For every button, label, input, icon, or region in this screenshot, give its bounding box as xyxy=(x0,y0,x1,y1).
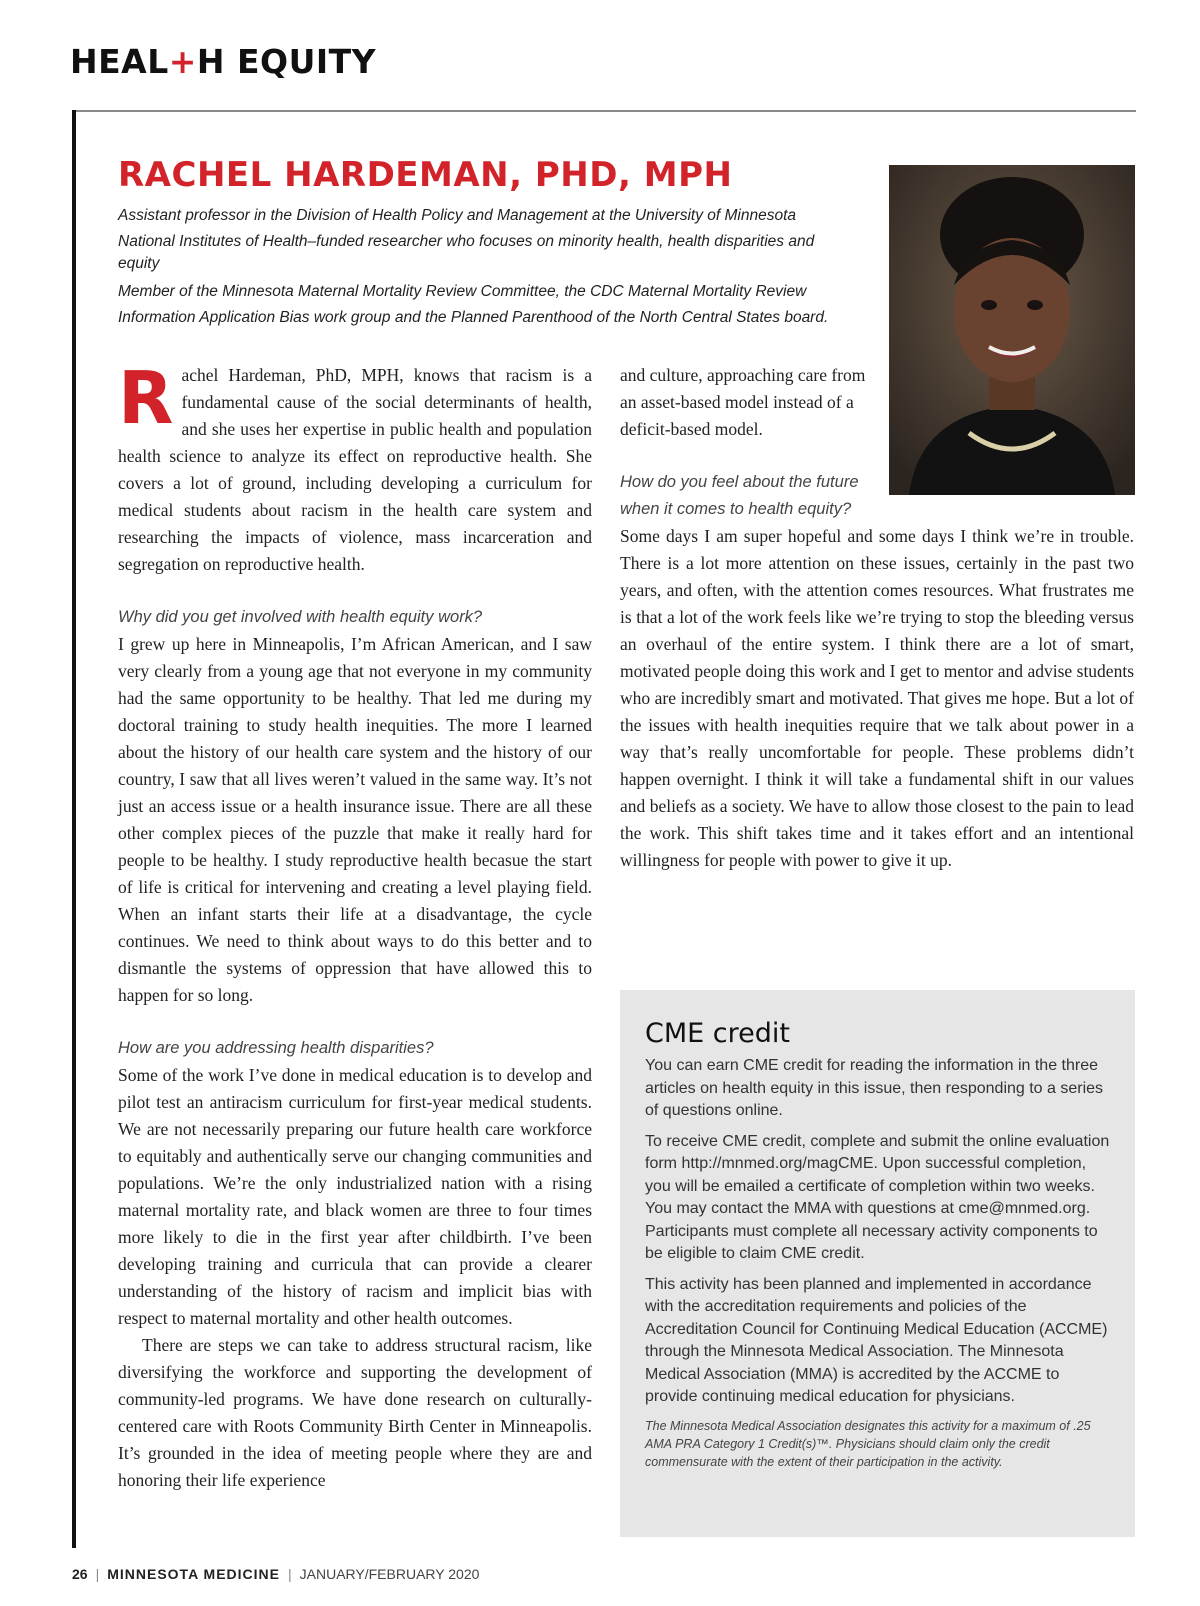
intro-text: achel Hardeman, PhD, MPH, knows that racism is a fundamental cause of the social determinants of health, and she uses her expertise in public health and population health science to analyze its effect on reproductive health. She covers a lot of ground, including developing a curriculum for medical students about racism in the health care system and researching the impacts of violence, mass incarceration and segregation on reproductive health. xyxy=(118,365,592,574)
article-column-right xyxy=(620,362,1134,874)
credentials-list xyxy=(118,203,848,331)
cme-content xyxy=(645,1018,1110,1471)
masthead-plus-mark: + xyxy=(168,42,197,81)
interview-answer: I grew up here in Minneapolis, I’m African American, and I saw very clearly from a young age that not everyone in my community had the same opportunity to be healthy. That led me during my doctoral training to study health inequities. The more I learned about the history of our health care system and the history of our country, I saw that all lives weren’t valued in the same way. It’s not just an access issue or a health insurance issue. There are all these other complex pieces of the puzzle that make it really hard for people to be healthy. I study reproductive health becasue the start of life is critical for intervening and creating a level playing field. When an infant starts their life at a disadvantage, the cycle continues. We need to think about ways to do this better and to dismantle the systems of oppression that have allowed this to happen for so long. xyxy=(118,634,592,1005)
cme-paragraph: To receive CME credit, complete and submit the online evaluation form http://mnmed.org/magCME. Upon successful completion, you will be emailed a certificate of completion within two weeks. You may contact the MMA with questions at cme@mnmed.org. Participants must complete all necessary activity components to be eligible to claim CME credit. xyxy=(645,1132,1110,1262)
cme-paragraph: You can earn CME credit for reading the information in the three articles on health equity in this issue, then responding to a series of questions online. xyxy=(645,1057,1104,1119)
article-title: RACHEL HARDEMAN, PHD, MPH xyxy=(118,155,733,195)
masthead-part2: H EQUITY xyxy=(196,42,377,81)
footer-separator: | xyxy=(288,1566,292,1582)
section-masthead xyxy=(70,42,376,82)
article-column-left xyxy=(118,356,592,1494)
interview-question: How are you addressing health disparities? xyxy=(118,1039,434,1057)
interview-answer-continued: and culture, approaching care from an asset-based model instead of a deficit-based model. xyxy=(620,365,866,439)
interview-question: Why did you get involved with health equity work? xyxy=(118,608,483,626)
credential-item: National Institutes of Health–funded researcher who focuses on minority health, health disparities and equity xyxy=(118,233,815,272)
left-vertical-rule xyxy=(72,110,76,1548)
interview-answer: There are steps we can take to address structural racism, like diversifying the workforce and supporting the development of community-led programs. We have done research on culturally-centered care with Roots Community Birth Center in Minneapolis. It’s grounded in the idea of meeting people where they are and honoring their life experience xyxy=(118,1335,592,1490)
cme-fine-print: The Minnesota Medical Association designates this activity for a maximum of .25 AMA PRA Category 1 Credit(s)™. Physicians should claim only the credit commensurate with the extent of their participation in the activity. xyxy=(645,1418,1091,1469)
cme-credit-box xyxy=(620,990,1135,1537)
interview-answer: Some of the work I’ve done in medical education is to develop and pilot test an antiracism curriculum for first-year medical students. We are not necessarily preparing our future health care workforce to equitably and authentically serve our changing communities and populations. We’re the only industrialized nation with a rising maternal mortality rate, and black women are three to four times more likely to die in the first year after childbirth. I’ve been developing training and curricula that can provide a clearer understanding of the history of racism and implicit bias with respect to maternal mortality and other health outcomes. xyxy=(118,1065,592,1328)
footer-separator: | xyxy=(95,1566,100,1582)
interview-question: How do you feel about the future when it comes to health equity? xyxy=(620,473,859,518)
page-number: 26 xyxy=(72,1566,88,1582)
page-footer xyxy=(72,1566,479,1582)
drop-cap: R xyxy=(118,356,174,440)
publication-name: MINNESOTA MEDICINE xyxy=(107,1566,280,1582)
issue-date: JANUARY/FEBRUARY 2020 xyxy=(299,1566,480,1582)
article-intro xyxy=(118,356,592,578)
masthead-part1: HEAL xyxy=(70,42,169,81)
credential-item: Member of the Minnesota Maternal Mortality Review Committee, the CDC Maternal Mortality Review Information Application Bias work group and the Planned Parenthood of the North Central States board. xyxy=(118,283,829,326)
cme-title: CME credit xyxy=(645,1018,790,1049)
interview-answer: Some days I am super hopeful and some days I think we’re in trouble. There is a lot more attention on these issues, certainly in the past two years, and often, with the attention comes resources. What frustrates me is that a lot of the work feels like we’re trying to stop the bleeding versus an overhaul of the entire system. I think there are a lot of smart, motivated people doing this work and I get to mentor and advise students who are incredibly smart and motivated. That gives me hope. But a lot of the issues with health inequities require that we talk about power in a way that’s really uncomfortable for people. These problems didn’t happen overnight. I think it will take a fundamental shift in our values and beliefs as a society. We have to allow those closest to the pain to lead the work. This shift takes time and it takes effort and an intentional willingness for people with power to give it up. xyxy=(620,526,1134,870)
cme-paragraph: This activity has been planned and implemented in accordance with the accreditation requirements and policies of the Accreditation Council for Continuing Medical Education (ACCME) through the Minnesota Medical Association. The Minnesota Medical Association (MMA) is accredited by the ACCME to provide continuing medical education for physicians. xyxy=(645,1275,1108,1405)
credential-item: Assistant professor in the Division of Health Policy and Management at the University of Minnesota xyxy=(118,207,797,224)
top-divider xyxy=(72,110,1136,112)
